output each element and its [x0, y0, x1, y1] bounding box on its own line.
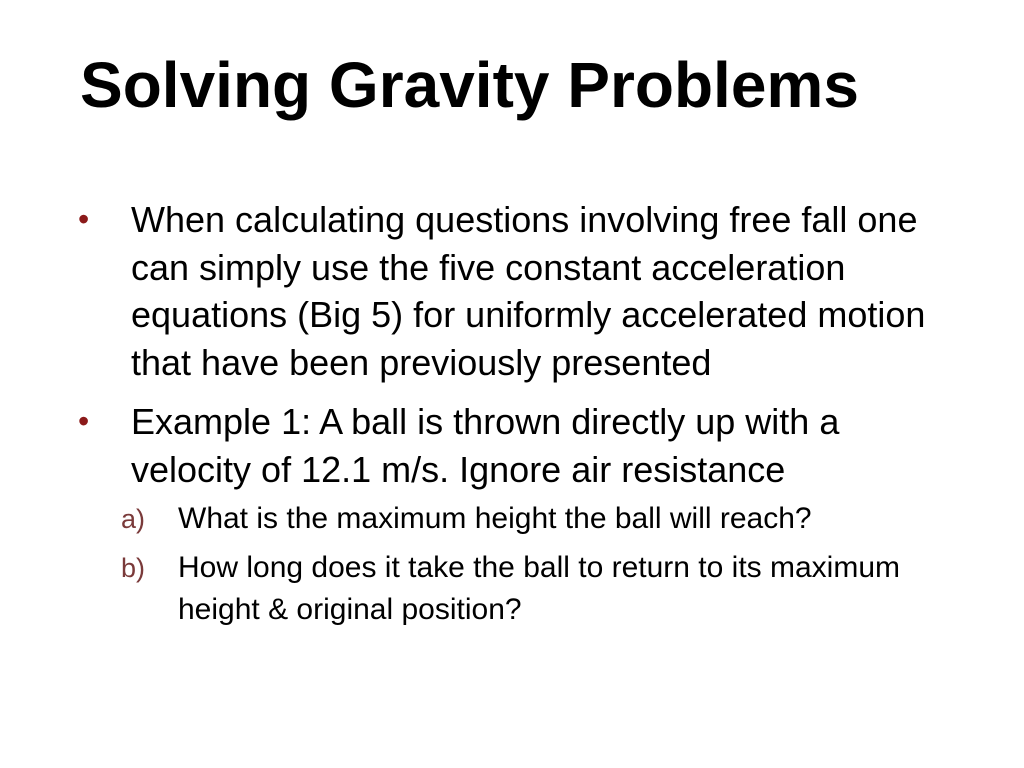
sub-item: [76, 547, 956, 631]
sub-item-marker: b): [121, 553, 146, 583]
bullet-text: When calculating questions involving free fall one can simply use the five constant acceleration equations (Big 5) for uniformly accelerated motion that have been previously presented: [131, 199, 926, 383]
bullet-item: [76, 398, 956, 493]
slide-body: [76, 196, 956, 631]
bullet-marker: •: [78, 403, 90, 439]
bullet-marker: •: [78, 201, 90, 237]
sub-item-marker: a): [121, 504, 146, 534]
sub-item: [76, 498, 956, 540]
bullet-text: Example 1: A ball is thrown directly up with a velocity of 12.1 m/s. Ignore air resistance: [131, 401, 840, 490]
sub-list: [76, 498, 956, 631]
bullet-item: [76, 196, 956, 386]
sub-item-text: How long does it take the ball to return to its maximum height & original position?: [178, 551, 900, 626]
sub-item-text: What is the maximum height the ball will reach?: [178, 502, 812, 535]
slide-title: Solving Gravity Problems: [80, 49, 859, 121]
